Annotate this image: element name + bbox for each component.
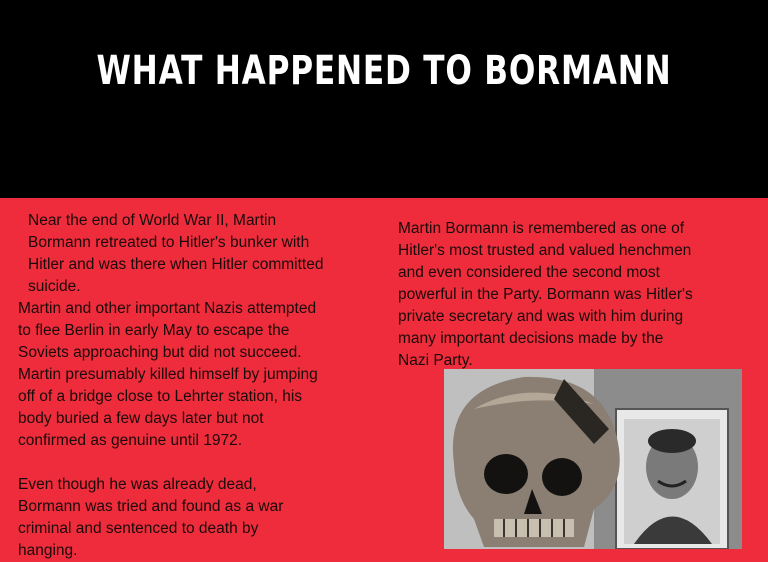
photo-illustration bbox=[444, 369, 742, 549]
left-paragraph-3: Even though he was already dead, Bormann was tried and found as a war criminal and sentenced to death by hanging. bbox=[18, 476, 284, 559]
left-paragraph-1: Near the end of World War II, Martin Bormann retreated to Hitler's bunker with Hitler and was there when Hitler committed suicide. bbox=[28, 212, 324, 295]
right-paragraph-1: Martin Bormann is remembered as one of Hitler's most trusted and valued henchmen and even considered the second most powerful in the Party. Bormann was Hitler's private secretary and was with him during many important decisions made by the Nazi Party. bbox=[398, 220, 693, 369]
left-paragraph-2: Martin and other important Nazis attempted to flee Berlin in early May to escape the Soviets approaching but did not succeed. Martin presumably killed himself by jumping off of a bridge close to Lehrter station, his body buried a few days later but not confirmed as genuine until 1972. bbox=[18, 300, 318, 449]
header-band bbox=[0, 0, 768, 198]
portrait-card bbox=[616, 409, 728, 549]
page-title: WHAT HAPPENED TO BORMANN bbox=[96, 48, 672, 94]
skull-and-portrait-photo bbox=[444, 369, 742, 549]
